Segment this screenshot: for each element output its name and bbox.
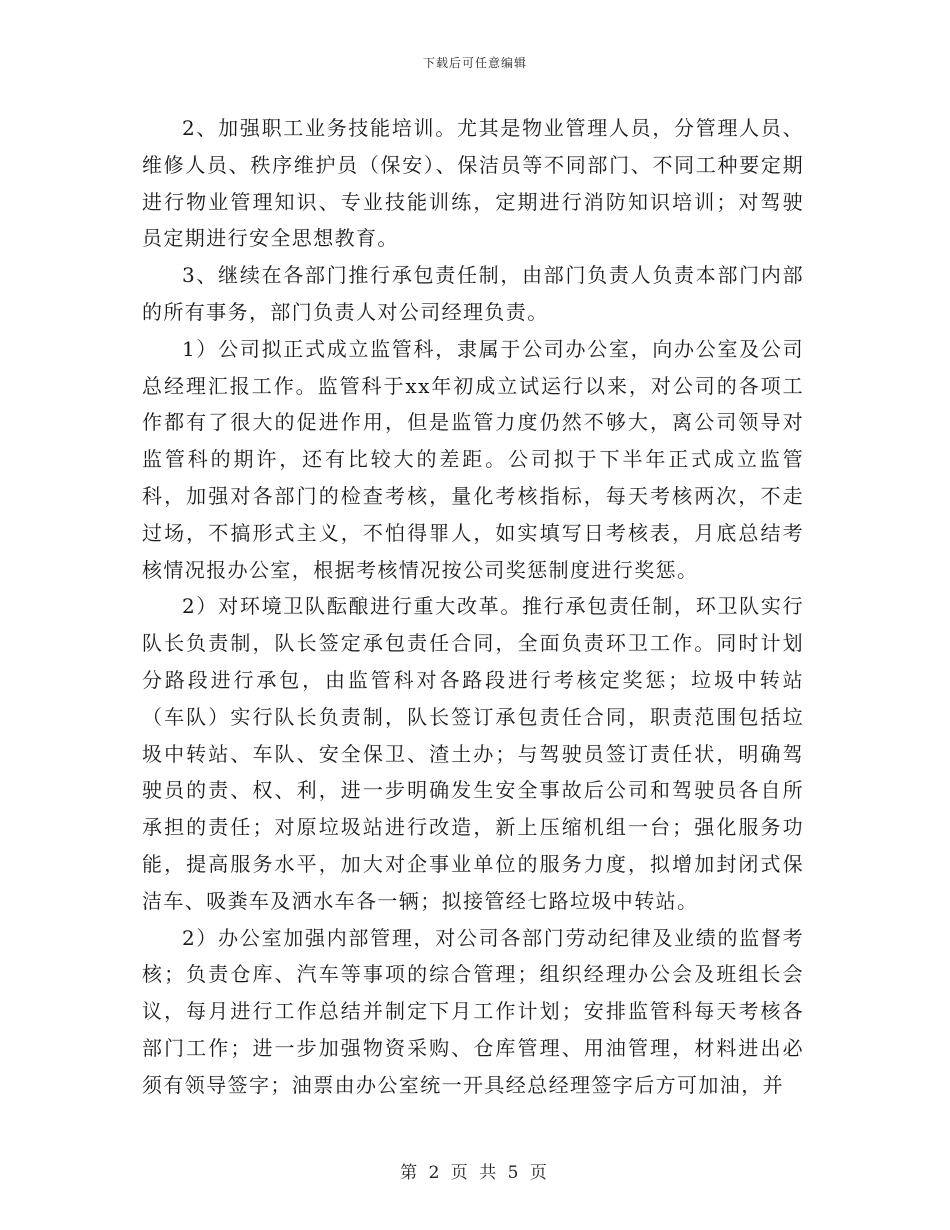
page-header-note: 下载后可任意编辑 xyxy=(422,56,527,70)
document-body xyxy=(142,110,804,1104)
paragraph-training: 2、加强职工业务技能培训。尤其是物业管理人员，分管理人员、维修人员、秩序维护员（保安）、保洁员等不同部门、不同工种要定期进行物业管理知识、专业技能训练，定期进行消防知识培训；对驾驶员定期进行安全思想教育。 xyxy=(142,116,804,251)
paragraph-supervision-dept: 1）公司拟正式成立监管科，隶属于公司办公室，向办公室及公司总经理汇报工作。监管科于xx年初成立试运行以来，对公司的各项工作都有了很大的促进作用，但是监管力度仍然不够大，离公司领导对监管科的期许，还有比较大的差距。公司拟于下半年正式成立监管科，加强对各部门的检查考核，量化考核指标，每天考核两次，不走过场，不搞形式主义，不怕得罪人，如实填写日考核表，月底总结考核情况报办公室，根据考核情况按公司奖惩制度进行奖惩。 xyxy=(142,336,804,582)
page-number: 第 2 页 共 5 页 xyxy=(400,1163,550,1183)
paragraph-responsibility-system: 3、继续在各部门推行承包责任制，由部门负责人负责本部门内部的所有事务，部门负责人对公司经理负责。 xyxy=(142,263,804,324)
paragraph-sanitation-reform: 2）对环境卫队酝酿进行重大改革。推行承包责任制，环卫队实行队长负责制，队长签定承包责任合同，全面负责环卫工作。同时计划分路段进行承包，由监管科对各路段进行考核定奖惩；垃圾中转站（车队）实行队长负责制，队长签订承包责任合同，职责范围包括垃圾中转站、车队、安全保卫、渣土办；与驾驶员签订责任状，明确驾驶员的责、权、利，进一步明确发生安全事故后公司和驾驶员各自所承担的责任；对原垃圾站进行改造，新上压缩机组一台；强化服务功能，提高服务水平，加大对企事业单位的服务力度，拟增加封闭式保洁车、吸粪车及洒水车各一辆；拟接管经七路垃圾中转站。 xyxy=(142,594,804,913)
paragraph-office-management: 2）办公室加强内部管理，对公司各部门劳动纪律及业绩的监督考核；负责仓库、汽车等事项的综合管理；组织经理办公会及班组长会议，每月进行工作总结并制定下月工作计划；安排监管科每天考核各部门工作；进一步加强物资采购、仓库管理、用油管理，材料进出必须有领导签字；油票由办公室统一开具经总经理签字后方可加油，并 xyxy=(142,925,804,1097)
